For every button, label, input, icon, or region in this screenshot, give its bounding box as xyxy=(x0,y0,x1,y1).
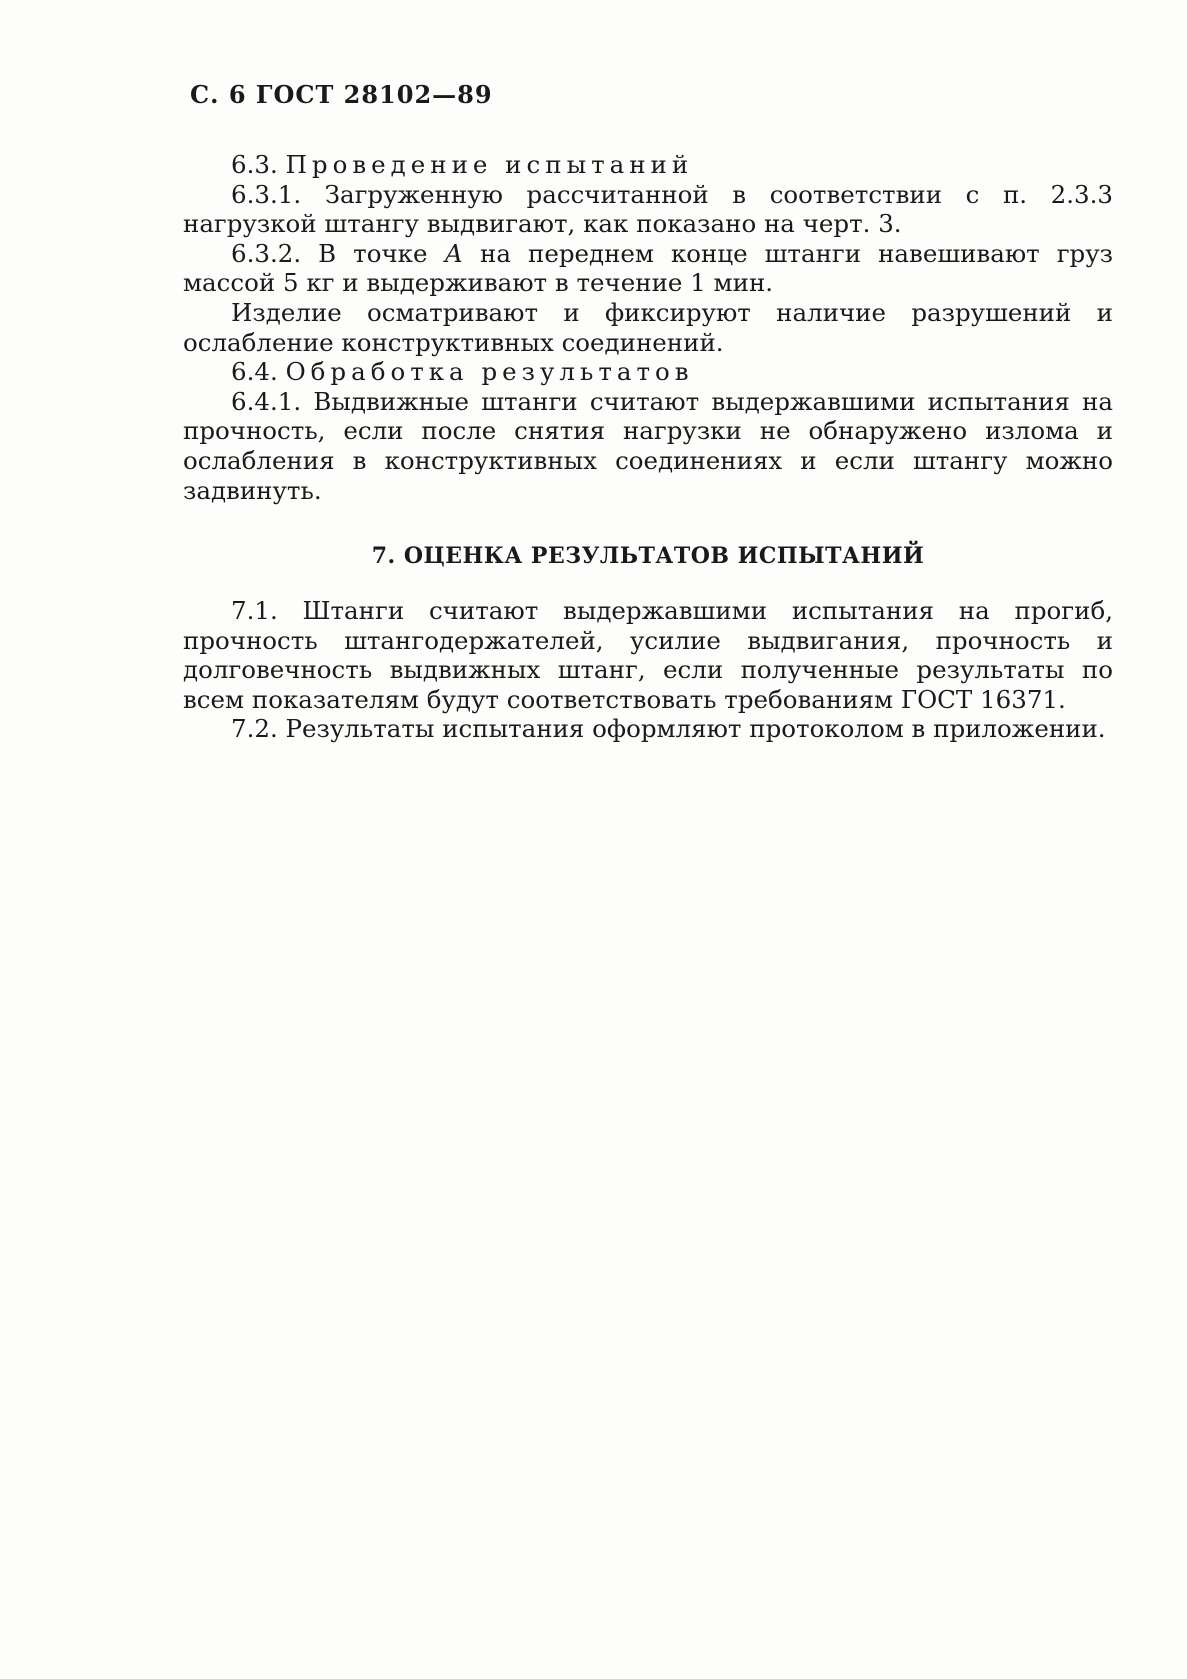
subsection-6-4-heading xyxy=(183,357,1113,387)
paragraph-text: 6.3.2. В точке xyxy=(231,238,445,268)
subsection-number: 6.4. xyxy=(231,357,278,387)
subsection-title: Проведение испытаний xyxy=(285,150,694,179)
paragraph-text: на переднем конце штанги навешивают груз массой 5 кг и выдерживают в течение 1 мин. xyxy=(183,238,1114,298)
section-6-body xyxy=(183,150,1113,505)
paragraph-7-2: 7.2. Результаты испытания оформляют протоколом в приложении. xyxy=(231,714,1106,744)
paragraph-inspection: Изделие осматривают и фиксируют наличие разрушений и ослабление конструктивных соединений. xyxy=(183,297,1113,357)
section-7-body xyxy=(183,596,1113,744)
subsection-number: 6.3. xyxy=(231,150,278,179)
page-header: С. 6 ГОСТ 28102—89 xyxy=(190,80,493,109)
paragraph-7-1: 7.1. Штанги считают выдержавшими испытания на прогиб, прочность штангодержателей, усилие выдвигания, прочность и долговечность выдвижных штанг, если полученные результаты по всем показателям будут соответствовать требованиям ГОСТ 16371. xyxy=(183,596,1113,714)
paragraph-6-3-2 xyxy=(183,239,1113,298)
subsection-6-3-heading xyxy=(183,150,1113,180)
point-label: А xyxy=(444,238,464,268)
paragraph-6-3-1: 6.3.1. Загруженную рассчитанной в соответствии с п. 2.3.3 нагрузкой штангу выдвигают, как показано на черт. 3. xyxy=(183,179,1113,239)
subsection-title: Обработка результатов xyxy=(285,357,694,387)
paragraph-6-4-1: 6.4.1. Выдвижные штанги считают выдержавшими испытания на прочность, если после снятия нагрузки не обнаружено излома и ослабления в конструктивных соединениях и если штангу можно задвинуть. xyxy=(183,386,1113,505)
section-7-heading: 7. ОЦЕНКА РЕЗУЛЬТАТОВ ИСПЫТАНИЙ xyxy=(371,543,925,569)
